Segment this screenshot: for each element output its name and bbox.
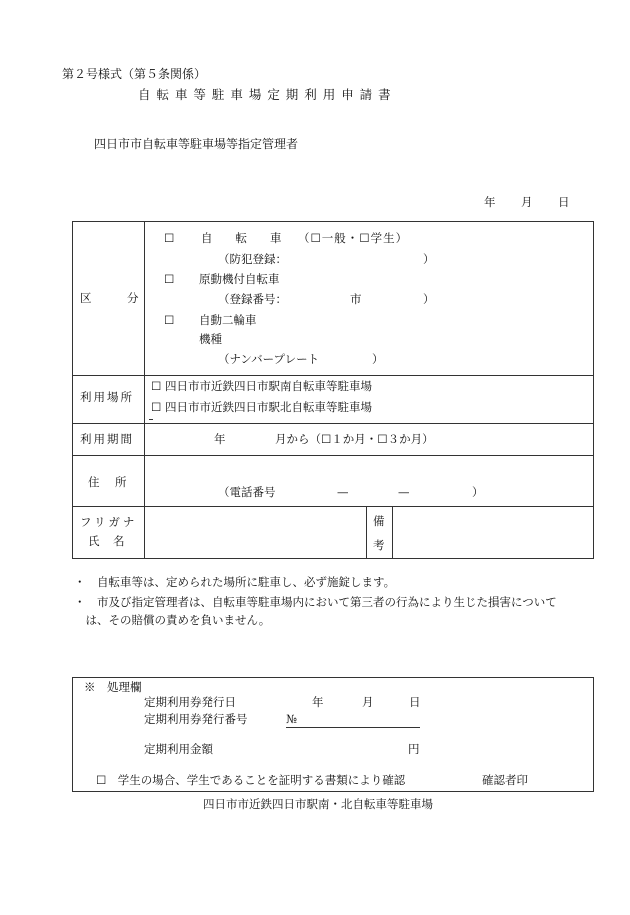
crime-registration-close: ） (423, 252, 435, 266)
motorcycle-label: 自動二輪車 (199, 313, 257, 327)
furigana-label: フリガナ (80, 515, 138, 529)
phone-dash-1: — (337, 485, 349, 499)
plate-close: ） (372, 352, 384, 366)
date-year: 年 (484, 195, 496, 209)
note-line: は、その賠償の責めを負いません。 (74, 613, 271, 627)
bicycle-label: 自 転 車 (201, 231, 282, 245)
remarks-divider-left (366, 506, 367, 559)
moped-checkbox[interactable]: ☐ (164, 272, 175, 286)
form-number: 第２号様式（第５条関係） (62, 67, 207, 81)
ticket-number-underline (286, 727, 420, 728)
addressee: 四日市市自転車等駐車場等指定管理者 (94, 137, 299, 151)
phone-dash-2: — (398, 485, 410, 499)
crime-registration-label: （防犯登録： (218, 252, 287, 266)
period-year: 年 (214, 432, 226, 446)
location-option-north[interactable]: ☐ 四日市市近鉄四日市駅北自転車等駐車場 (151, 400, 372, 414)
stray-mark (149, 419, 153, 420)
motorcycle-checkbox[interactable]: ☐ (164, 313, 175, 327)
period-label: 利用期間 (80, 432, 134, 446)
remarks-label-b: 考 (373, 538, 385, 552)
phone-close: ） (472, 485, 484, 499)
document-title: 自 転 車 等 駐 車 場 定 期 利 用 申 請 書 (138, 87, 392, 102)
amount-label: 定期利用金額 (144, 742, 213, 756)
bicycle-type-options[interactable]: （☐一般・☐学生） (298, 231, 409, 245)
issue-day: 日 (409, 695, 421, 709)
row-divider (72, 455, 594, 456)
row-divider (72, 375, 594, 376)
remarks-label-a: 備 (373, 514, 385, 528)
registration-city: 市 (350, 292, 362, 306)
amount-unit: 円 (408, 742, 420, 756)
issue-year: 年 (312, 695, 324, 709)
table-label-divider (144, 221, 145, 559)
ticket-number-prefix: № (286, 712, 297, 726)
remarks-divider-right (392, 506, 393, 559)
bicycle-checkbox[interactable]: ☐ (164, 231, 175, 245)
phone-label: （電話番号 (218, 485, 276, 499)
issue-date-label: 定期利用券発行日 (144, 695, 236, 709)
address-label: 住 所 (88, 475, 129, 489)
issue-month: 月 (362, 695, 374, 709)
moped-label: 原動機付自転車 (199, 272, 280, 286)
period-month-options[interactable]: 月から（☐１か月・☐３か月） (275, 432, 434, 446)
registration-number-label: （登録番号： (218, 292, 287, 306)
row-divider (72, 423, 594, 424)
date-day: 日 (558, 195, 570, 209)
location-option-south[interactable]: ☐ 四日市市近鉄四日市駅南自転車等駐車場 (151, 379, 372, 393)
plate-label: （ナンバープレート (218, 352, 320, 366)
location-label: 利用場所 (80, 390, 134, 404)
footer-facility-name: 四日市市近鉄四日市駅南・北自転車等駐車場 (203, 797, 433, 811)
ticket-number-label: 定期利用券発行番号 (144, 712, 248, 726)
registration-close: ） (423, 292, 435, 306)
category-label-a: 区 (80, 291, 92, 305)
row-divider (72, 506, 594, 507)
date-month: 月 (521, 195, 533, 209)
name-label: 氏 名 (88, 534, 126, 548)
model-label: 機種 (199, 332, 222, 346)
note-line: ・ 自転車等は、定められた場所に駐車し、必ず施錠します。 (74, 575, 396, 589)
confirmer-seal-label: 確認者印 (482, 773, 528, 787)
note-line: ・ 市及び指定管理者は、自転車等駐車場内において第三者の行為により生じた損害について (74, 595, 557, 609)
processing-header: ※ 処理欄 (84, 680, 142, 694)
student-verification-checkbox[interactable]: ☐ 学生の場合、学生であることを証明する書類により確認 (96, 773, 406, 787)
category-label-b: 分 (127, 291, 139, 305)
